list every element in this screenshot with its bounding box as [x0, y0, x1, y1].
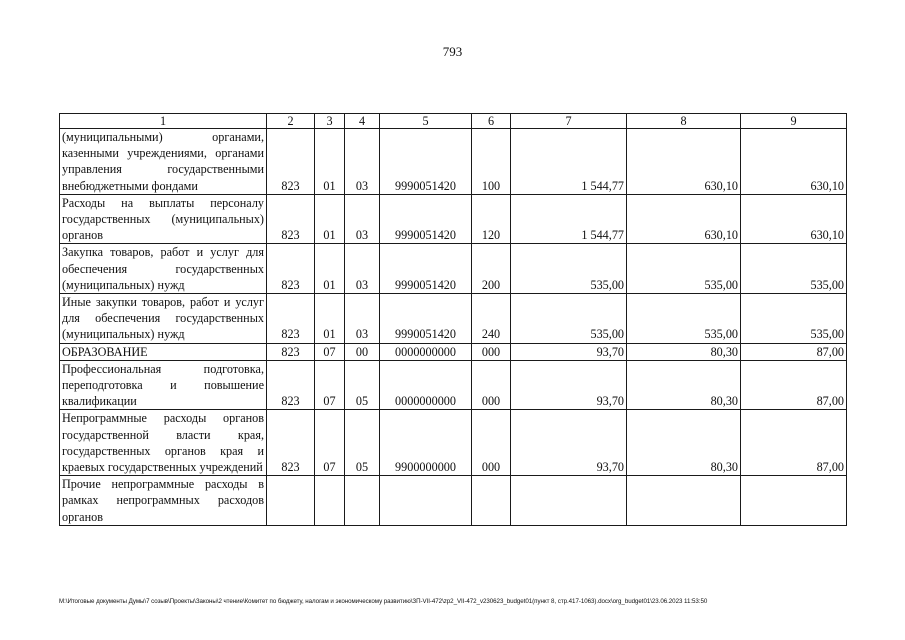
row-name: Непрограммные расходы органов государственной власти края, государственных органов края и краевых государственных учреждений: [60, 410, 267, 476]
amount-2023: 93,70: [511, 360, 627, 410]
column-header: 4: [345, 114, 380, 129]
amount-2023: 535,00: [511, 294, 627, 344]
amount-2025: 87,00: [741, 410, 847, 476]
code-target-article: 9990051420: [380, 294, 472, 344]
row-name: Прочие непрограммные расходы в рамках непрограммных расходов органов: [60, 476, 267, 526]
table-header-row: [60, 114, 847, 129]
amount-2024: 535,00: [627, 294, 741, 344]
code-expense-type: 200: [472, 244, 511, 294]
amount-2025: 87,00: [741, 343, 847, 360]
amount-2024: 80,30: [627, 343, 741, 360]
amount-2024: [627, 476, 741, 526]
table-row: [60, 244, 847, 294]
code-grbs: 823: [267, 294, 315, 344]
table-row: [60, 194, 847, 244]
column-header: 1: [60, 114, 267, 129]
row-name: Иные закупки товаров, работ и услуг для обеспечения государственных (муниципальных) нужд: [60, 294, 267, 344]
code-section: 01: [315, 244, 345, 294]
amount-2025: [741, 476, 847, 526]
amount-2025: 535,00: [741, 244, 847, 294]
code-section: 01: [315, 129, 345, 195]
code-grbs: 823: [267, 244, 315, 294]
table-row: [60, 343, 847, 360]
file-path-footer: М:\Итоговые документы Думы\7 созыв\Проекты\Законы\2 чтение\Комитет по бюджету, налогам и экономическому развитию\ЗП-VII-472\zp2_VII-472_v230623_budget01(пункт 8, стр.417-1063).docx\org_budget01\23.06.2023 11:53:50: [59, 598, 708, 605]
amount-2023: 1 544,77: [511, 129, 627, 195]
code-target-article: 9990051420: [380, 129, 472, 195]
code-expense-type: 120: [472, 194, 511, 244]
row-name: (муниципальными) органами, казенными учреждениями, органами управления государственными внебюджетными фондами: [60, 129, 267, 195]
code-subsection: 03: [345, 244, 380, 294]
amount-2023: 93,70: [511, 343, 627, 360]
page-number: 793: [442, 44, 463, 59]
code-subsection: 03: [345, 129, 380, 195]
column-header: 8: [627, 114, 741, 129]
code-subsection: 05: [345, 360, 380, 410]
code-grbs: 823: [267, 360, 315, 410]
code-grbs: 823: [267, 194, 315, 244]
amount-2024: 630,10: [627, 129, 741, 195]
code-section: 01: [315, 294, 345, 344]
code-subsection: 00: [345, 343, 380, 360]
budget-table: [59, 113, 847, 526]
table-row: [60, 476, 847, 526]
code-expense-type: 000: [472, 410, 511, 476]
column-header: 5: [380, 114, 472, 129]
code-expense-type: 240: [472, 294, 511, 344]
column-header: 7: [511, 114, 627, 129]
code-grbs: [267, 476, 315, 526]
amount-2024: 630,10: [627, 194, 741, 244]
code-target-article: 0000000000: [380, 343, 472, 360]
column-header: 2: [267, 114, 315, 129]
table-row: [60, 294, 847, 344]
code-target-article: [380, 476, 472, 526]
column-header: 6: [472, 114, 511, 129]
table-row: [60, 410, 847, 476]
code-expense-type: 000: [472, 343, 511, 360]
code-subsection: 05: [345, 410, 380, 476]
amount-2023: 535,00: [511, 244, 627, 294]
amount-2023: [511, 476, 627, 526]
code-subsection: [345, 476, 380, 526]
code-grbs: 823: [267, 410, 315, 476]
amount-2025: 630,10: [741, 194, 847, 244]
code-section: 07: [315, 360, 345, 410]
code-grbs: 823: [267, 129, 315, 195]
code-section: [315, 476, 345, 526]
code-section: 07: [315, 410, 345, 476]
code-target-article: 0000000000: [380, 360, 472, 410]
code-section: 01: [315, 194, 345, 244]
row-name: ОБРАЗОВАНИЕ: [60, 343, 267, 360]
column-header: 9: [741, 114, 847, 129]
code-section: 07: [315, 343, 345, 360]
row-name: Закупка товаров, работ и услуг для обеспечения государственных (муниципальных) нужд: [60, 244, 267, 294]
amount-2023: 93,70: [511, 410, 627, 476]
row-name: Расходы на выплаты персоналу государственных (муниципальных) органов: [60, 194, 267, 244]
code-grbs: 823: [267, 343, 315, 360]
amount-2024: 80,30: [627, 410, 741, 476]
amount-2023: 1 544,77: [511, 194, 627, 244]
code-expense-type: [472, 476, 511, 526]
code-target-article: 9990051420: [380, 194, 472, 244]
code-expense-type: 100: [472, 129, 511, 195]
row-name: Профессиональная подготовка, переподготовка и повышение квалификации: [60, 360, 267, 410]
code-target-article: 9900000000: [380, 410, 472, 476]
code-subsection: 03: [345, 194, 380, 244]
table-row: [60, 360, 847, 410]
amount-2025: 87,00: [741, 360, 847, 410]
amount-2024: 535,00: [627, 244, 741, 294]
code-expense-type: 000: [472, 360, 511, 410]
column-header: 3: [315, 114, 345, 129]
amount-2025: 535,00: [741, 294, 847, 344]
amount-2024: 80,30: [627, 360, 741, 410]
amount-2025: 630,10: [741, 129, 847, 195]
table-row: [60, 129, 847, 195]
code-target-article: 9990051420: [380, 244, 472, 294]
code-subsection: 03: [345, 294, 380, 344]
